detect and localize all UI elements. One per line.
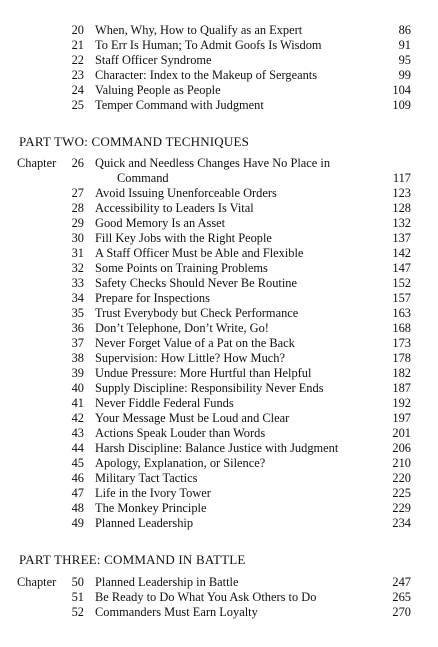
toc-entry [0, 23, 438, 38]
chapter-number: 40 [71, 381, 84, 395]
page-number: 197 [392, 411, 411, 425]
chapter-number: 44 [71, 441, 84, 455]
chapter-number: 37 [71, 336, 84, 350]
chapter-title-continued: Command [117, 171, 169, 185]
page-number: 210 [392, 456, 411, 470]
toc-group-part-two [0, 156, 438, 531]
toc-entry [0, 590, 438, 605]
page-number: 182 [392, 366, 411, 380]
toc-entry [0, 516, 438, 531]
chapter-title: Planned Leadership in Battle [95, 575, 239, 589]
page-number: 225 [392, 486, 411, 500]
page-number: 220 [392, 471, 411, 485]
chapter-number: 43 [71, 426, 84, 440]
page-number: 95 [398, 53, 411, 67]
chapter-title: Fill Key Jobs with the Right People [95, 231, 272, 245]
page-number: 201 [392, 426, 411, 440]
toc-entry [0, 201, 438, 216]
page-number: 152 [392, 276, 411, 290]
chapter-number: 22 [71, 53, 84, 67]
toc-entry [0, 411, 438, 426]
chapter-title: Avoid Issuing Unenforceable Orders [95, 186, 277, 200]
chapter-title: A Staff Officer Must be Able and Flexible [95, 246, 304, 260]
page-number: 99 [398, 68, 411, 82]
chapter-title: Good Memory Is an Asset [95, 216, 226, 230]
toc-entry [0, 53, 438, 68]
chapter-title: Staff Officer Syndrome [95, 53, 212, 67]
chapter-title: Commanders Must Earn Loyalty [95, 605, 258, 619]
chapter-number: 45 [71, 456, 84, 470]
chapter-title: Never Forget Value of a Pat on the Back [95, 336, 295, 350]
toc-entry [0, 351, 438, 366]
page-number: 104 [392, 83, 411, 97]
chapter-label: Chapter [17, 156, 57, 170]
chapter-title: Quick and Needless Changes Have No Place in [95, 156, 331, 170]
chapter-title: Accessibility to Leaders Is Vital [95, 201, 254, 215]
toc-entry [0, 321, 438, 336]
chapter-label: Chapter [17, 575, 57, 589]
chapter-number: 33 [71, 276, 84, 290]
toc-entry [0, 68, 438, 83]
toc-entry [0, 426, 438, 441]
chapter-number: 47 [71, 486, 84, 500]
page-number: 132 [392, 216, 411, 230]
chapter-number: 25 [71, 98, 84, 112]
toc-entry [0, 381, 438, 396]
toc-entry [0, 456, 438, 471]
chapter-number: 20 [71, 23, 84, 37]
page-number: 109 [392, 98, 411, 112]
page-number: 192 [392, 396, 411, 410]
page-number: 247 [392, 575, 411, 589]
page-number: 142 [392, 246, 411, 260]
chapter-title: Undue Pressure: More Hurtful than Helpful [95, 366, 312, 380]
chapter-title: Supervision: How Little? How Much? [95, 351, 285, 365]
page-number: 229 [392, 501, 411, 515]
toc-entry [0, 306, 438, 321]
toc-entry [0, 216, 438, 231]
chapter-number: 27 [71, 186, 84, 200]
page-number: 265 [392, 590, 411, 604]
part-two-heading: PART TWO: COMMAND TECHNIQUES [19, 134, 250, 149]
page-number: 137 [392, 231, 411, 245]
chapter-title: Your Message Must be Loud and Clear [95, 411, 290, 425]
chapter-title: Apology, Explanation, or Silence? [95, 456, 266, 470]
chapter-title: Temper Command with Judgment [95, 98, 264, 112]
chapter-number: 35 [71, 306, 84, 320]
toc-entry [0, 186, 438, 201]
toc-group-part-three [0, 575, 438, 620]
page-number: 128 [392, 201, 411, 215]
toc-entry-continuation [0, 171, 438, 186]
toc-entry [0, 486, 438, 501]
chapter-title: Safety Checks Should Never Be Routine [95, 276, 298, 290]
chapter-number: 28 [71, 201, 84, 215]
toc-entry [0, 231, 438, 246]
chapter-title: Character: Index to the Makeup of Sergeants [95, 68, 318, 82]
toc-entry [0, 366, 438, 381]
chapter-title: Be Ready to Do What You Ask Others to Do [95, 590, 317, 604]
chapter-title: Valuing People as People [95, 83, 221, 97]
chapter-number: 23 [71, 68, 84, 82]
chapter-number: 39 [71, 366, 84, 380]
toc-entry [0, 246, 438, 261]
toc-entry [0, 396, 438, 411]
page-number: 91 [398, 38, 411, 52]
page-number: 234 [392, 516, 411, 530]
page-number: 123 [392, 186, 411, 200]
part-three-heading: PART THREE: COMMAND IN BATTLE [19, 552, 246, 567]
chapter-number: 21 [71, 38, 84, 52]
chapter-number: 26 [71, 156, 84, 170]
page-number: 147 [392, 261, 411, 275]
chapter-number: 36 [71, 321, 84, 335]
chapter-title: Military Tact Tactics [95, 471, 198, 485]
chapter-title: To Err Is Human; To Admit Goofs Is Wisdom [95, 38, 322, 52]
page-number: 168 [392, 321, 411, 335]
chapter-number: 52 [71, 605, 84, 619]
page-number: 206 [392, 441, 411, 455]
chapter-title: Never Fiddle Federal Funds [95, 396, 234, 410]
page-number: 163 [392, 306, 411, 320]
page-number: 86 [398, 23, 411, 37]
toc-entry [0, 156, 438, 171]
chapter-title: When, Why, How to Qualify as an Expert [95, 23, 303, 37]
toc-entry [0, 83, 438, 98]
chapter-title: Harsh Discipline: Balance Justice with Judgment [95, 441, 339, 455]
chapter-number: 31 [71, 246, 84, 260]
page-number: 117 [392, 171, 411, 185]
chapter-number: 41 [71, 396, 84, 410]
chapter-number: 29 [71, 216, 84, 230]
toc-entry [0, 291, 438, 306]
toc-entry [0, 575, 438, 590]
chapter-title: Life in the Ivory Tower [95, 486, 211, 500]
chapter-number: 24 [71, 83, 84, 97]
page-number: 187 [392, 381, 411, 395]
chapter-number: 48 [71, 501, 84, 515]
toc-entry [0, 261, 438, 276]
chapter-number: 49 [71, 516, 84, 530]
chapter-title: Some Points on Training Problems [95, 261, 268, 275]
toc-entry [0, 441, 438, 456]
chapter-number: 30 [71, 231, 84, 245]
toc-entry [0, 336, 438, 351]
chapter-number: 42 [71, 411, 84, 425]
chapter-number: 38 [71, 351, 84, 365]
chapter-number: 51 [71, 590, 84, 604]
chapter-title: Don’t Telephone, Don’t Write, Go! [95, 321, 269, 335]
chapter-number: 34 [71, 291, 84, 305]
chapter-title: Planned Leadership [95, 516, 194, 530]
toc-entry [0, 38, 438, 53]
chapter-title: Supply Discipline: Responsibility Never Ends [95, 381, 324, 395]
chapter-number: 46 [71, 471, 84, 485]
toc-entry [0, 501, 438, 516]
page-number: 157 [392, 291, 411, 305]
toc-entry [0, 605, 438, 620]
page-number: 178 [392, 351, 411, 365]
chapter-title: The Monkey Principle [95, 501, 207, 515]
chapter-title: Prepare for Inspections [95, 291, 210, 305]
toc-entry [0, 471, 438, 486]
toc-group-one [0, 23, 438, 113]
chapter-number: 32 [71, 261, 84, 275]
toc-entry [0, 276, 438, 291]
toc-entry [0, 98, 438, 113]
page-number: 270 [392, 605, 411, 619]
page-number: 173 [392, 336, 411, 350]
chapter-title: Actions Speak Louder than Words [95, 426, 266, 440]
chapter-title: Trust Everybody but Check Performance [95, 306, 299, 320]
chapter-number: 50 [71, 575, 84, 589]
